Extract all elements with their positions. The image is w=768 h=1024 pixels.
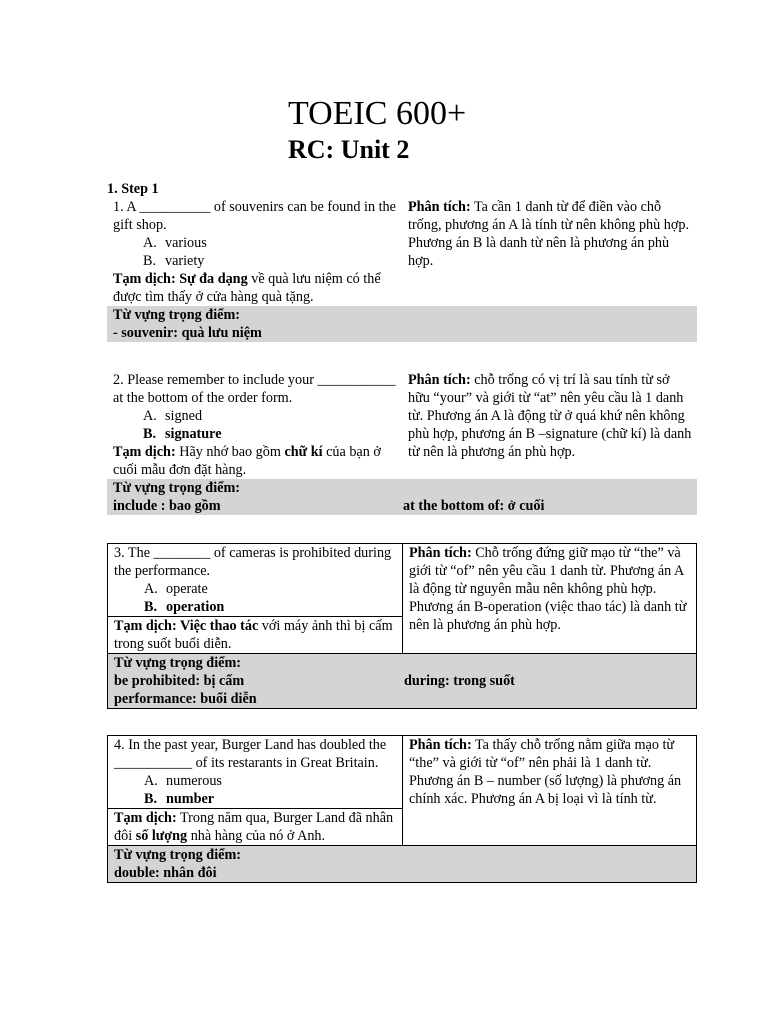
question-left-3 xyxy=(108,544,403,653)
question-left-4 xyxy=(108,736,403,845)
question-block-3 xyxy=(107,543,697,709)
vocabulary-box: Từ vựng trọng điểm: double: nhân đôi xyxy=(108,845,696,882)
analysis: Phân tích: Ta cần 1 danh từ để điền vào chỗ trống, phương án A là tính từ nên không phù hợp. Phương án B là danh từ nên là phương án phù hợp. xyxy=(408,199,690,269)
question-text: 1. A __________ of souvenirs can be found in the gift shop. xyxy=(113,199,396,233)
question-text: 2. Please remember to include your ___________ at the bottom of the order form. xyxy=(113,372,396,406)
analysis: Phân tích: chỗ trống có vị trí là sau tính từ sở hữu “your” và giới từ “at” nên yêu cầu là 1 danh từ. Phương án A là động từ ở quá khứ nên không phù hợp, phương án B –signature (chữ kí) là danh từ nên là phương án phù hợp. xyxy=(408,372,692,460)
vocabulary-box: Từ vựng trọng điểm: be prohibited: bị cấm during: trong suốt performance: buổi diễn xyxy=(108,653,696,708)
option-b: B. operation xyxy=(144,599,225,615)
option-b: B. variety xyxy=(143,253,205,269)
question-left-1 xyxy=(107,198,402,306)
vocabulary-box: Từ vựng trọng điểm: include : bao gồm at the bottom of: ở cuối xyxy=(107,479,697,515)
page-subtitle: RC: Unit 2 xyxy=(288,135,410,164)
question-text: 4. In the past year, Burger Land has doubled the ___________ of its restarants in Great Britain. xyxy=(114,737,387,771)
question-block-4 xyxy=(107,735,697,883)
translation: Tạm dịch: Việc thao tác với máy ảnh thì bị cấm trong suốt buổi diễn. xyxy=(114,618,393,652)
option-a: A. numerous xyxy=(144,773,222,789)
question-left-2 xyxy=(107,371,402,479)
question-block-2 xyxy=(107,371,697,515)
analysis: Phân tích: Ta thấy chỗ trống nằm giữa mạo từ “the” và giới từ “of” nên phải là 1 danh từ. Phương án B – number (số lượng) là phương án chính xác. Phương án A bị loại vì là tính từ. xyxy=(409,737,682,807)
question-text: 3. The ________ of cameras is prohibited during the performance. xyxy=(114,545,392,579)
option-a: A. various xyxy=(143,235,207,251)
page-title: TOEIC 600+ xyxy=(288,95,467,132)
translation: Tạm dịch: Hãy nhớ bao gồm chữ kí của bạn ở cuối mẫu đơn đặt hàng. xyxy=(113,444,381,478)
option-b: B. number xyxy=(144,791,215,807)
question-block-1 xyxy=(107,198,697,342)
translation: Tạm dịch: Trong năm qua, Burger Land đã nhân đôi số lượng nhà hàng của nó ở Anh. xyxy=(114,810,394,844)
option-a: A. operate xyxy=(144,581,208,597)
vocabulary-box: Từ vựng trọng điểm: - souvenir: quà lưu niệm xyxy=(107,306,697,342)
option-a: A. signed xyxy=(143,408,203,424)
step-heading: 1. Step 1 xyxy=(107,181,159,197)
analysis: Phân tích: Chỗ trống đứng giữ mạo từ “the” và giới từ “of” nên yêu cầu 1 danh từ. Phương án A là động từ nguyên mẫu nên không phù hợp. Phương án B-operation (việc thao tác) là danh từ nên là phương án phù hợp. xyxy=(409,545,687,633)
translation: Tạm dịch: Sự đa dạng về quà lưu niệm có thể được tìm thấy ở cửa hàng quà tặng. xyxy=(113,271,381,305)
option-b: B. signature xyxy=(143,426,222,442)
